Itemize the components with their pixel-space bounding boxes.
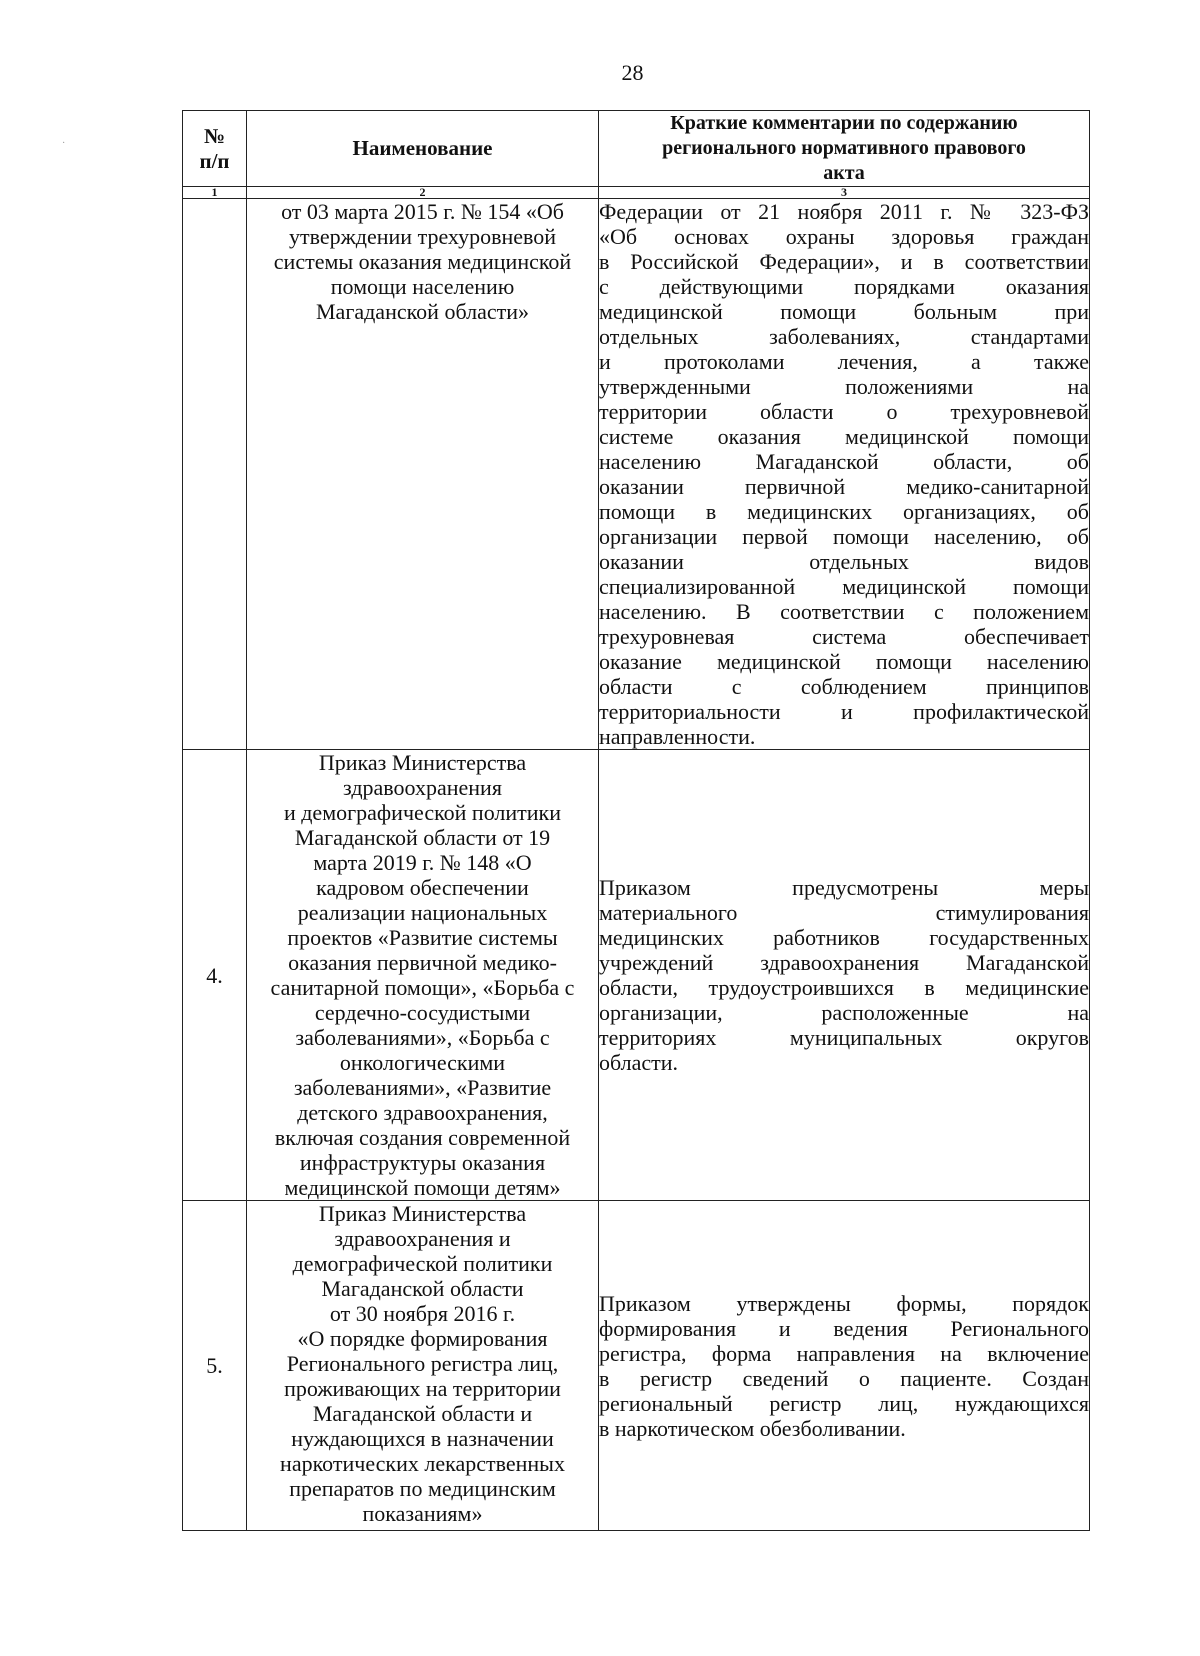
act-name-line: санитарной помощи», «Борьба с bbox=[270, 975, 575, 1000]
act-name-line: от 30 ноября 2016 г. bbox=[329, 1301, 516, 1326]
column-index-row bbox=[183, 187, 1090, 199]
act-comment-line: медицинских работников государственных bbox=[599, 925, 1089, 950]
act-comment-line: Федерации от 21 ноября 2011 г. № 323-ФЗ bbox=[599, 199, 1089, 224]
header-number bbox=[183, 111, 247, 187]
act-comment-line: с действующими порядками оказания bbox=[599, 274, 1089, 299]
header-number-line: п/п bbox=[199, 148, 230, 173]
act-comment-line: региональный регистр лиц, нуждающихся bbox=[599, 1390, 1089, 1416]
act-comment-line: в наркотическом обезболивании. bbox=[599, 1415, 906, 1441]
header-comment bbox=[599, 111, 1090, 187]
act-comment-line: регистра, форма направления на включение bbox=[599, 1340, 1089, 1366]
act-comment-line: и протоколами лечения, а также bbox=[599, 349, 1089, 374]
act-name-line: Приказ Министерства bbox=[318, 750, 527, 775]
act-comment-line: «Об основах охраны здоровья граждан bbox=[599, 224, 1089, 249]
act-name-line: Магаданской области от 19 bbox=[294, 825, 551, 850]
header-comment-line: регионального нормативного правового bbox=[662, 137, 1026, 159]
act-name-line: реализации национальных bbox=[297, 900, 548, 925]
act-name-line: системы оказания медицинской bbox=[273, 249, 572, 274]
act-comment-line: помощи в медицинских организациях, об bbox=[599, 499, 1089, 524]
act-name-line: заболеваниями», «Развитие bbox=[293, 1075, 552, 1100]
act-name-line: наркотических лекарственных bbox=[280, 1451, 565, 1476]
act-comment-line: утвержденными положениями на bbox=[599, 374, 1089, 399]
scan-speck: · bbox=[62, 138, 66, 149]
act-name-line: кадровом обеспечении bbox=[316, 875, 529, 900]
act-comment-line: оказании отдельных видов bbox=[599, 549, 1089, 574]
act-comment-line: материального стимулирования bbox=[599, 900, 1089, 925]
act-name-line: медицинской помощи детям» bbox=[284, 1175, 561, 1200]
act-name-line: помощи населению bbox=[330, 274, 515, 299]
column-index: 3 bbox=[599, 187, 1090, 199]
act-name-line: здравоохранения bbox=[343, 775, 502, 800]
act-name-line: Магаданской области bbox=[321, 1276, 524, 1301]
act-comment-line: системе оказания медицинской помощи bbox=[599, 424, 1089, 449]
table-row bbox=[183, 1201, 1090, 1531]
column-index: 2 bbox=[247, 187, 599, 199]
act-comment-line: территории области о трехуровневой bbox=[599, 399, 1089, 424]
acts-table bbox=[182, 110, 1090, 1531]
act-name-line: «О порядке формирования bbox=[297, 1326, 548, 1351]
act-comment-line: населению. В соответствии с положением bbox=[599, 599, 1089, 624]
act-name-line: Регионального регистра лиц, bbox=[286, 1351, 559, 1376]
act-comment-line: территориях муниципальных округов bbox=[599, 1025, 1089, 1050]
header-comment-line: акта bbox=[823, 162, 865, 184]
act-comment-line: территориальности и профилактической bbox=[599, 699, 1089, 724]
act-name bbox=[247, 750, 599, 1201]
row-number: 4. bbox=[183, 750, 247, 1201]
act-name-line: и демографической политики bbox=[283, 800, 562, 825]
act-comment-line: медицинской помощи больным при bbox=[599, 299, 1089, 324]
act-comment-line: Приказом утверждены формы, порядок bbox=[599, 1290, 1089, 1316]
act-name-line: заболеваниями», «Борьба с bbox=[295, 1025, 550, 1050]
act-comment-line: трехуровневая система обеспечивает bbox=[599, 624, 1089, 649]
act-comment-line: организации первой помощи населению, об bbox=[599, 524, 1089, 549]
act-comment-line: населению Магаданской области, об bbox=[599, 449, 1089, 474]
act-name-line: онкологическими bbox=[339, 1050, 506, 1075]
act-name-line: проживающих на территории bbox=[284, 1376, 561, 1401]
row-number bbox=[183, 199, 247, 750]
header-name: Наименование bbox=[247, 111, 599, 187]
act-name-line: Магаданской области и bbox=[312, 1401, 533, 1426]
act-name bbox=[247, 1201, 599, 1531]
act-comment-line: направленности. bbox=[599, 724, 756, 749]
act-name-line: сердечно-сосудистыми bbox=[314, 1000, 531, 1025]
act-name-line: детского здравоохранения, bbox=[297, 1100, 548, 1125]
act-comment-line: Приказом предусмотрены меры bbox=[599, 875, 1089, 900]
table-row bbox=[183, 750, 1090, 1201]
act-comment-line: оказание медицинской помощи населению bbox=[599, 649, 1089, 674]
act-comment-line: области, трудоустроившихся в медицинские bbox=[599, 975, 1089, 1000]
act-name-line: препаратов по медицинским bbox=[289, 1476, 556, 1501]
column-index: 1 bbox=[183, 187, 247, 199]
act-comment-line: области. bbox=[599, 1050, 679, 1075]
act-name-line: демографической политики bbox=[292, 1251, 553, 1276]
act-comment-line: оказании первичной медико-санитарной bbox=[599, 474, 1089, 499]
act-name bbox=[247, 199, 599, 750]
act-comment bbox=[599, 199, 1090, 750]
header-comment-line: Краткие комментарии по содержанию bbox=[670, 112, 1018, 134]
act-comment-line: в регистр сведений о пациенте. Создан bbox=[599, 1365, 1089, 1391]
act-name-line: показаниям» bbox=[362, 1501, 483, 1526]
act-name-line: здравоохранения и bbox=[334, 1226, 511, 1251]
act-comment-line: специализированной медицинской помощи bbox=[599, 574, 1089, 599]
act-name-line: нуждающихся в назначении bbox=[291, 1426, 554, 1451]
table-header-row bbox=[183, 111, 1090, 187]
act-name-line: от 03 марта 2015 г. № 154 «Об bbox=[281, 199, 564, 224]
act-name-line: Приказ Министерства bbox=[318, 1201, 527, 1226]
act-comment-line: формирования и ведения Регионального bbox=[599, 1315, 1089, 1341]
act-name-line: марта 2019 г. № 148 «О bbox=[313, 850, 532, 875]
act-comment bbox=[599, 750, 1090, 1201]
act-comment-line: организации, расположенные на bbox=[599, 1000, 1089, 1025]
act-comment-line: в Российской Федерации», и в соответствии bbox=[599, 249, 1089, 274]
act-name-line: Магаданской области» bbox=[316, 299, 529, 324]
row-number: 5. bbox=[183, 1201, 247, 1531]
header-number-line: № bbox=[203, 123, 226, 148]
page-number: 28 bbox=[621, 60, 644, 85]
act-name-line: утверждении трехуровневой bbox=[288, 224, 557, 249]
act-name-line: оказания первичной медико- bbox=[288, 950, 557, 975]
act-comment-line: области с соблюдением принципов bbox=[599, 674, 1089, 699]
act-comment-line: учреждений здравоохранения Магаданской bbox=[599, 950, 1089, 975]
act-name-line: инфраструктуры оказания bbox=[299, 1150, 546, 1175]
act-name-line: проектов «Развитие системы bbox=[287, 925, 558, 950]
act-comment-line: отдельных заболеваниях, стандартами bbox=[599, 324, 1089, 349]
act-name-line: включая создания современной bbox=[274, 1125, 571, 1150]
table-row bbox=[183, 199, 1090, 750]
act-comment bbox=[599, 1201, 1090, 1531]
